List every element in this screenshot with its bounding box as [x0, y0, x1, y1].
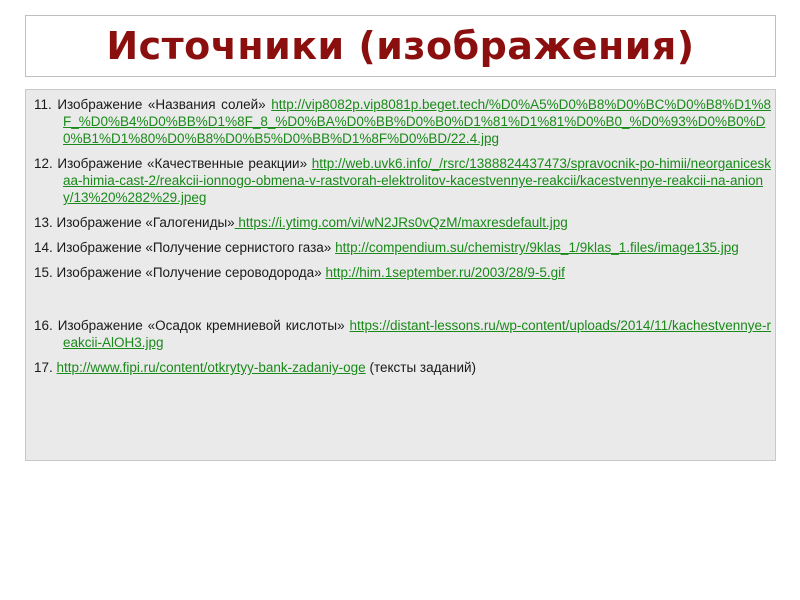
source-link[interactable]: http://compendium.su/chemistry/9klas_1/9klas_1.files/image135.jpg [335, 240, 739, 255]
source-text: Изображение «Качественные реакции» [57, 156, 308, 171]
source-number: 12. [34, 156, 53, 171]
source-item [34, 239, 771, 256]
source-item [34, 214, 771, 231]
source-link[interactable]: https://i.ytimg.com/vi/wN2JRs0vQzM/maxresdefault.jpg [234, 215, 568, 230]
source-text: Изображение «Получение сернистого газа» [56, 240, 332, 255]
source-item [34, 264, 771, 281]
source-text: Изображение «Осадок кремниевой кислоты» [57, 318, 345, 333]
sources-panel [25, 89, 776, 461]
source-link[interactable]: http://him.1september.ru/2003/28/9-5.gif [325, 265, 565, 280]
source-item [34, 96, 771, 147]
source-link[interactable]: http://vip8082p.vip8081p.beget.tech/%D0%A5%D0%B8%D0%BC%D0%B8%D1%8F_%D0%B4%D0%BB%D1%8F_8_%D0%BA%D0%BB%D0%B0%D1%81%D1%81%D0%B0_%D0%93%D0%B0%D0%B1%D1%80%D0%B8%D0%B5%D0%BB%D1%8F%D0%BD/22.4.jpg [63, 97, 771, 146]
source-number: 14. [34, 240, 53, 255]
source-number: 16. [34, 318, 53, 333]
source-link[interactable]: http://www.fipi.ru/content/otkrytyy-bank-zadaniy-oge [56, 360, 366, 375]
sources-list [34, 96, 771, 376]
source-number: 15. [34, 265, 53, 280]
source-number: 17. [34, 360, 53, 375]
source-after: (тексты заданий) [365, 360, 477, 375]
source-item [34, 317, 771, 351]
source-item [34, 155, 771, 206]
slide-title: Источники (изображения) [106, 24, 695, 68]
source-item [34, 359, 771, 376]
source-link[interactable]: https://distant-lessons.ru/wp-content/uploads/2014/11/kachestvennye-reakcii-AlOH3.jpg [63, 318, 771, 350]
source-number: 11. [34, 97, 52, 112]
source-link[interactable]: http://web.uvk6.info/_/rsrc/1388824437473/spravocnik-po-himii/neorganiceskaa-himia-cast-2/reakcii-ionnogo-obmena-v-rastvorah-elektrolitov-kacestvennye-reakcii/kacestvennye-reakcii-na-aniony/13%20%282%29.jpeg [63, 156, 771, 205]
source-text: Изображение «Получение сероводорода» [56, 265, 322, 280]
title-box [25, 15, 776, 77]
source-number: 13. [34, 215, 53, 230]
source-text: Изображение «Названия солей» [57, 97, 266, 112]
source-text: Изображение «Галогениды» [56, 215, 235, 230]
